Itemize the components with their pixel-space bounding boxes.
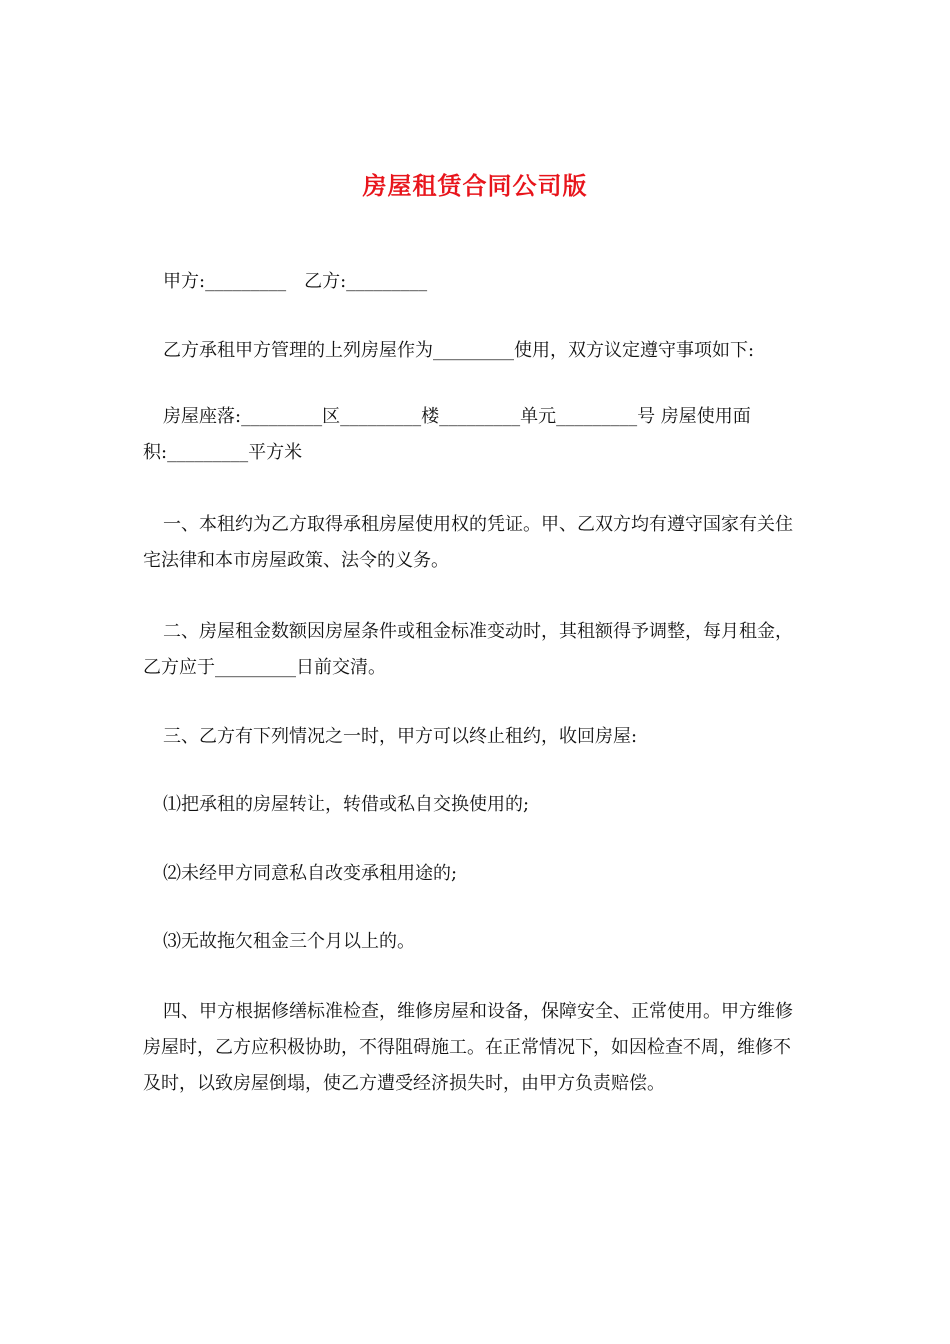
clause-4: 四、甲方根据修缮标准检查，维修房屋和设备，保障安全、正常使用。甲方维修房屋时，乙方应积极协助，不得阻碍施工。在正常情况下，如因检查不周，维修不及时，以致房屋倒塌，使乙方遭受经济损失时，由甲方负责赔偿。 — [143, 1001, 793, 1094]
clause-3-item-2: ⑵未经甲方同意私自改变承租用途的; — [163, 863, 458, 884]
clause-1: 一、本租约为乙方取得承租房屋使用权的凭证。甲、乙双方均有遵守国家有关住宅法律和本市房屋政策、法令的义务。 — [143, 514, 793, 571]
clause-3: 三、乙方有下列情况之一时，甲方可以终止租约，收回房屋: — [163, 726, 638, 747]
clause-3-item-3: ⑶无故拖欠租金三个月以上的。 — [163, 931, 415, 952]
parties-line: 甲方:_________ 乙方:_________ — [163, 271, 428, 292]
document-title: 房屋租赁合同公司版 — [362, 171, 588, 201]
location-paragraph: 房屋座落:_________区_________楼_________单元_________号 房屋使用面积:_________平方米 — [143, 406, 751, 463]
clause-3-item-1: ⑴把承租的房屋转让，转借或私自交换使用的; — [163, 794, 530, 815]
intro-paragraph: 乙方承租甲方管理的上列房屋作为_________使用，双方议定遵守事项如下: — [163, 340, 755, 361]
clause-2: 二、房屋租金数额因房屋条件或租金标准变动时，其租额得予调整，每月租金，乙方应于_________日前交清。 — [143, 621, 793, 678]
